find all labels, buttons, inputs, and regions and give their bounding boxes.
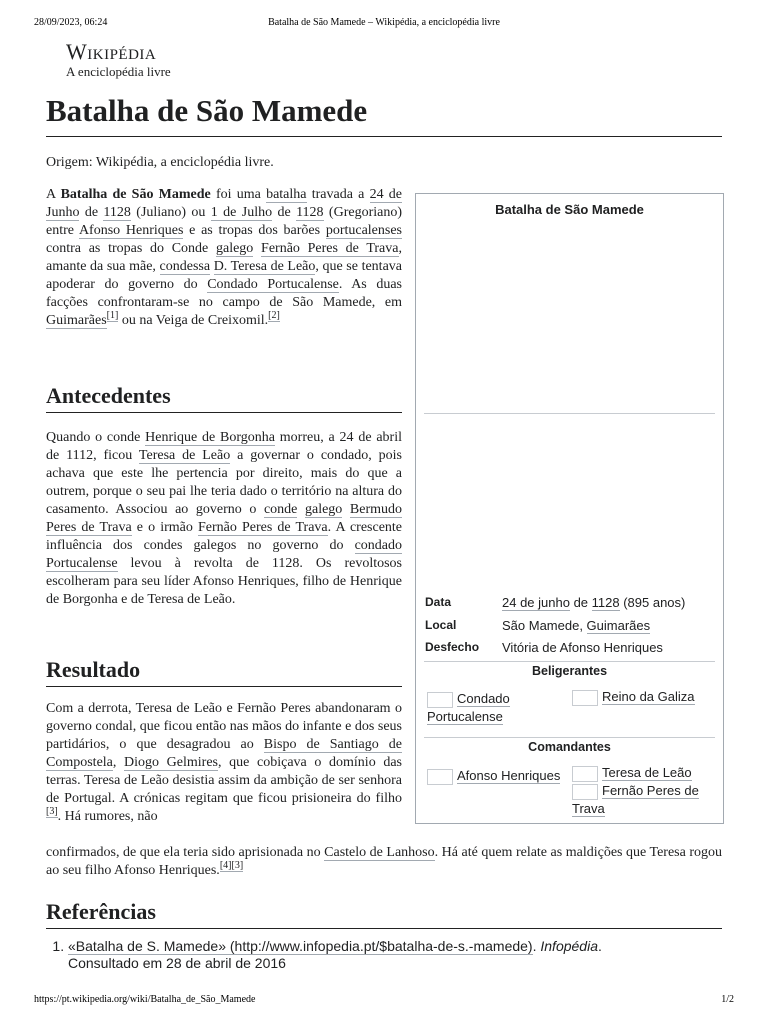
- ref-1[interactable]: [1]: [106, 310, 119, 322]
- flag-icon: [427, 769, 453, 785]
- link-reino-galiza[interactable]: Reino da Galiza: [602, 689, 695, 704]
- belligerent-right: [572, 688, 717, 706]
- link-guimaraes-ib[interactable]: Guimarães: [586, 618, 651, 633]
- infobox-row-desfecho: [425, 640, 717, 658]
- ref-2[interactable]: [2]: [268, 310, 280, 322]
- link-condado-portucalense-ib[interactable]: Condado Portucalense: [427, 691, 510, 724]
- link-henrique-borgonha[interactable]: Henrique de Borgonha: [145, 430, 275, 445]
- link-castelo-lanhoso[interactable]: Castelo de Lanhoso: [324, 845, 435, 860]
- reference-item: 1. «Batalha de S. Mamede» (http://www.infopedia.pt/$batalha-de-s.-mamede). Infopédia. Consultado em 28 de abril de 2016: [68, 938, 722, 972]
- link-24-junho[interactable]: 24 de Junho: [46, 187, 402, 220]
- link-diogo-gelmires[interactable]: Diogo Gelmires: [124, 755, 218, 770]
- commanders-heading: Comandantes: [424, 737, 715, 754]
- print-page-number: 1/2: [721, 994, 734, 1005]
- value-local: São Mamede, Guimarães: [502, 618, 651, 633]
- link-afonso-henriques[interactable]: Afonso Henriques: [78, 223, 184, 238]
- ref-4[interactable]: [4]: [219, 860, 232, 872]
- wikipedia-logo[interactable]: [66, 40, 171, 79]
- link-teresa-leao-2[interactable]: Teresa de Leão: [138, 448, 231, 463]
- link-conde[interactable]: conde: [263, 502, 298, 517]
- link-condado-portucalense[interactable]: Condado Portucalense: [207, 277, 339, 292]
- link-1128-b[interactable]: 1128: [296, 205, 324, 220]
- antecedentes-paragraph: Quando o conde Henrique de Borgonha morreu, a 24 de abril de 1112, ficou Teresa de Leão a governar o condado, pois achava que este lhe pertencia por direito, mais do que a outrem, porque o seu pai lhe teria dado o território na altura do casamento. Associou ao governo o conde galego Bermudo Peres de Trava e o irmão Fernão Peres de Trava. A crescente influência dos condes galegos no governo do condado Portucalense levou à revolta de 1128. Os revoltosos escolheram para seu líder Afonso Henriques, filho de Henrique de Borgonha e de Teresa de Leão.: [46, 430, 403, 607]
- link-bispo-santiago[interactable]: Bispo de Santiago de Compostela: [46, 737, 402, 770]
- commander-right: [572, 764, 717, 818]
- page-title: Batalha de São Mamede: [46, 92, 722, 137]
- intro-paragraph: A Batalha de São Mamede foi uma batalha travada a 24 de Junho de 1128 (Juliano) ou 1 de Julho de 1128 (Gregoriano) entre Afonso Henriques e as tropas dos barões portucalenses contra as tropas do Conde galego Fernão Peres de Trava, amante da sua mãe, condessa D. Teresa de Leão, que se tentava apoderar do governo do Condado Portucalense. As duas facções confrontaram-se no campo de São Mamede, em Guimarães[1] ou na Veiga de Creixomil.[2]: [46, 187, 403, 328]
- link-1128-ib[interactable]: 1128: [591, 595, 620, 610]
- resultado-paragraph: Com a derrota, Teresa de Leão e Fernão Peres abandonaram o governo condal, que ficou então nas mãos do infante e dos seus partidários, o que desagradou ao Bispo de Santiago de Compostela, Diogo Gelmires, que cobiçava o domínio das terras. Teresa de Leão desistia assim da ambição de ser senhora de Portugal. A crónicas regitam que ficou prisioneira do filho [3]. Há rumores, não: [46, 701, 402, 824]
- infobox-title: Batalha de São Mamede: [495, 202, 644, 217]
- infobox-row-data: [425, 595, 717, 613]
- flag-icon: [572, 690, 598, 706]
- ref-3-b[interactable]: [3]: [231, 860, 244, 872]
- link-1128[interactable]: 1128: [103, 205, 131, 220]
- infobox-image-divider: [424, 413, 715, 414]
- logo-tagline: A enciclopédia livre: [66, 64, 171, 79]
- heading-referencias: Referências: [46, 898, 722, 929]
- label-data: Data: [425, 595, 452, 609]
- link-batalha[interactable]: batalha: [266, 187, 307, 202]
- origin-note: Origem: Wikipédia, a enciclopédia livre.: [46, 155, 274, 170]
- flag-icon: [572, 784, 598, 800]
- flag-icon: [427, 692, 453, 708]
- logo-wordmark: Wikipédia: [66, 39, 157, 64]
- ref-3[interactable]: [3]: [46, 806, 58, 818]
- link-galego[interactable]: galego: [215, 241, 254, 256]
- label-desfecho: Desfecho: [425, 640, 480, 654]
- print-datetime: 28/09/2023, 06:24: [34, 17, 108, 28]
- heading-resultado: Resultado: [46, 656, 402, 687]
- link-galego-2[interactable]: galego: [304, 502, 343, 517]
- references-list: [46, 938, 722, 972]
- label-local: Local: [425, 618, 457, 632]
- link-teresa-leao-ib[interactable]: Teresa de Leão: [602, 765, 692, 780]
- link-condado-portucalense-2[interactable]: condado Portucalense: [46, 538, 402, 571]
- link-guimaraes[interactable]: Guimarães: [46, 313, 107, 328]
- ref1-link[interactable]: «Batalha de S. Mamede» (http://www.infopedia.pt/$batalha-de-s.-mamede): [68, 938, 533, 954]
- print-doc-title: Batalha de São Mamede – Wikipédia, a enciclopédia livre: [268, 17, 500, 28]
- heading-antecedentes: Antecedentes: [46, 382, 402, 413]
- infobox: [415, 193, 724, 824]
- belligerent-left: [427, 690, 562, 726]
- value-desfecho: Vitória de Afonso Henriques: [502, 640, 663, 655]
- link-condessa[interactable]: condessa: [159, 259, 211, 274]
- link-1-julho[interactable]: 1 de Julho: [210, 205, 273, 220]
- value-data: 24 de junho de 1128 (895 anos): [502, 595, 686, 610]
- print-header: [34, 17, 734, 31]
- flag-icon: [572, 766, 598, 782]
- link-24-junho-ib[interactable]: 24 de junho: [502, 595, 570, 610]
- infobox-row-local: [425, 618, 717, 636]
- print-footer: [34, 994, 734, 1008]
- print-url: https://pt.wikipedia.org/wiki/Batalha_de_São_Mamede: [34, 994, 256, 1005]
- link-fernao-peres-ib[interactable]: Fernão Peres de Trava: [572, 783, 699, 816]
- link-afonso-henriques-ib[interactable]: Afonso Henriques: [457, 768, 561, 783]
- link-portucalenses[interactable]: portucalenses: [325, 223, 403, 238]
- belligerents-heading: Beligerantes: [424, 661, 715, 678]
- link-teresa-leao[interactable]: D. Teresa de Leão: [213, 259, 316, 274]
- link-fernao-peres-2[interactable]: Fernão Peres de Trava: [198, 520, 328, 535]
- bold-term: Batalha de São Mamede: [60, 187, 211, 202]
- commander-left: [427, 767, 577, 785]
- link-bermudo-peres[interactable]: Bermudo Peres de Trava: [46, 502, 403, 535]
- resultado-paragraph-wide: confirmados, de que ela teria sido aprisionada no Castelo de Lanhoso. Há até quem relate as maldições que Teresa rogou ao seu filho Afonso Henriques.[4][3]: [46, 845, 723, 878]
- link-fernao-peres[interactable]: Fernão Peres de Trava: [261, 241, 399, 256]
